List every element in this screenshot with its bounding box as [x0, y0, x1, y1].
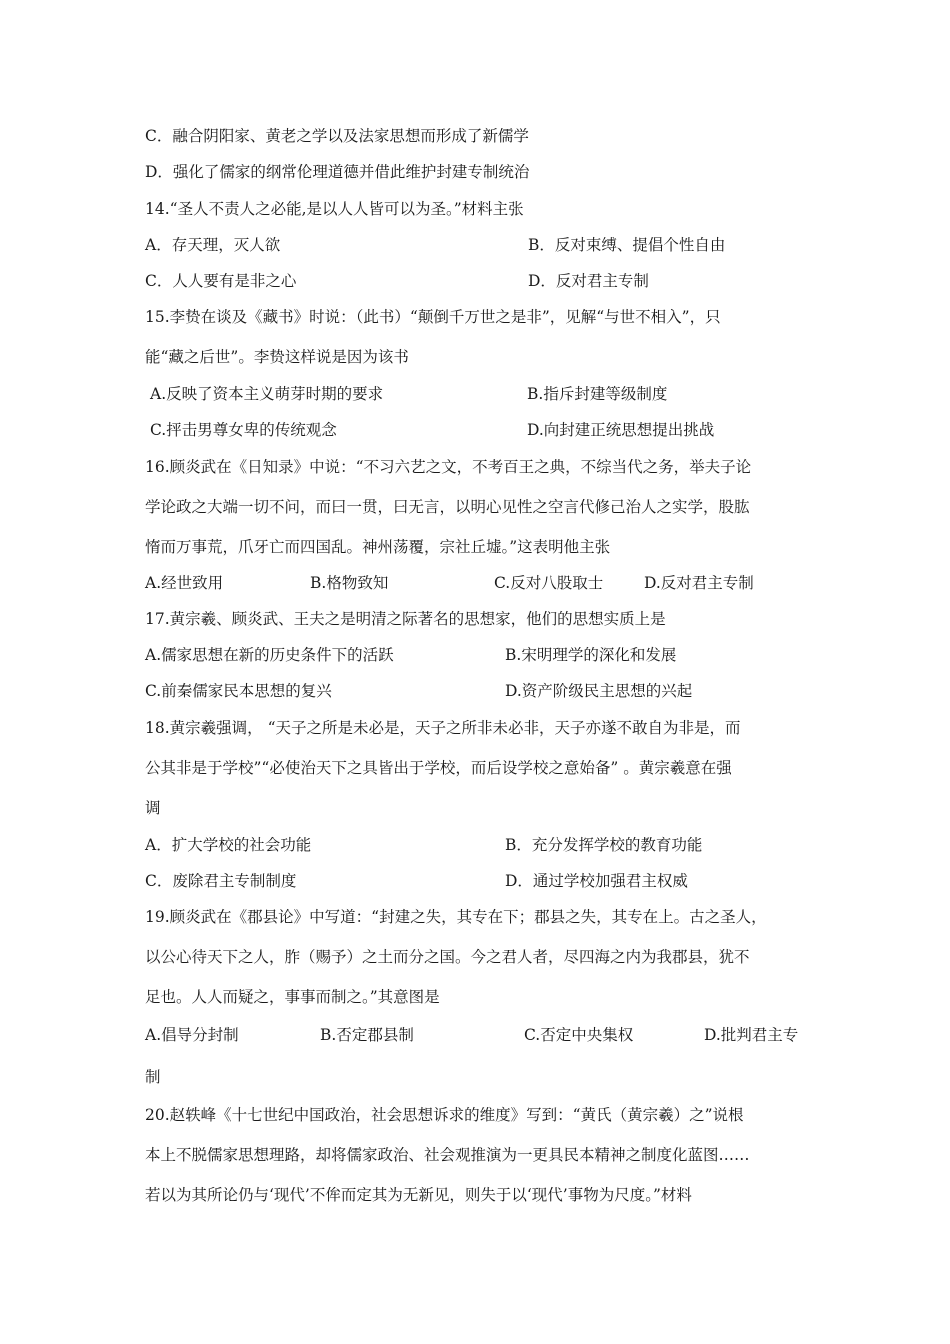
q17-stem: 17.黄宗羲、顾炎武、王夫之是明清之际著名的思想家，他们的思想实质上是 [145, 610, 666, 628]
q15-stem-line1: 15.李贽在谈及《藏书》时说：（此书）“颠倒千万世之是非”，见解“与世不相入”，只 [145, 308, 721, 326]
q16-stem-line2: 学论政之大端一切不问，而曰一贯，曰无言，以明心见性之空言代修己治人之实学，股肱 [145, 498, 750, 516]
q15-option-c: C.抨击男尊女卑的传统观念 [150, 421, 337, 439]
q15-option-d: D.向封建正统思想提出挑战 [527, 421, 715, 439]
q18-option-b: B．充分发挥学校的教育功能 [505, 836, 703, 854]
q18-option-d: D．通过学校加强君主权威 [505, 872, 688, 890]
q14-option-b: B．反对束缚、提倡个性自由 [528, 236, 726, 254]
q15-option-a: A.反映了资本主义萌芽时期的要求 [150, 385, 384, 403]
q15-option-b: B.指斥封建等级制度 [527, 385, 668, 403]
q18-option-c: C．废除君主专制制度 [145, 872, 297, 890]
q14-stem: 14.“圣人不责人之必能,是以人人皆可以为圣。”材料主张 [145, 200, 524, 218]
q13-option-c: C．融合阴阳家、黄老之学以及法家思想而形成了新儒学 [145, 127, 529, 145]
q20-stem-line2: 本上不脱儒家思想理路，却将儒家政治、社会观推演为一更具民本精神之制度化蓝图…… [145, 1146, 750, 1164]
q20-stem-line1: 20.赵轶峰《十七世纪中国政治，社会思想诉求的维度》写到：“黄氏（黄宗羲）之”说根 [145, 1106, 744, 1124]
q19-option-b: B.否定郡县制 [320, 1026, 414, 1044]
q18-option-a: A．扩大学校的社会功能 [145, 836, 312, 854]
q17-option-a: A.儒家思想在新的历史条件下的活跃 [145, 646, 394, 664]
q18-stem-line3: 调 [145, 799, 161, 817]
q14-option-c: C．人人要有是非之心 [145, 272, 297, 290]
q19-option-d: D.批判君主专 [704, 1026, 799, 1044]
q17-option-d: D.资产阶级民主思想的兴起 [505, 682, 693, 700]
q20-stem-line3: 若以为其所论仍与‘现代’不侔而定其为无新见，则失于以‘现代’事物为尺度。”材料 [145, 1186, 692, 1204]
q19-option-d-continued: 制 [145, 1068, 161, 1086]
q19-stem-line3: 足也。人人而疑之，事事而制之。”其意图是 [145, 988, 440, 1006]
q13-option-d: D．强化了儒家的纲常伦理道德并借此维护封建专制统治 [145, 163, 530, 181]
q17-option-c: C.前秦儒家民本思想的复兴 [145, 682, 332, 700]
q16-stem-line3: 惰而万事荒，爪牙亡而四国乱。神州荡覆，宗社丘墟。”这表明他主张 [145, 538, 611, 556]
q16-option-b: B.格物致知 [310, 574, 389, 592]
q16-option-d: D.反对君主专制 [644, 574, 754, 592]
q16-option-a: A.经世致用 [145, 574, 224, 592]
q16-stem-line1: 16.顾炎武在《日知录》中说：“不习六艺之文，不考百王之典，不综当代之务，举夫子论 [145, 458, 752, 476]
q18-stem-line1: 18.黄宗羲强调， “天子之所是未必是，天子之所非未必非，天子亦遂不敢自为非是，而 [145, 719, 741, 737]
q14-option-d: D．反对君主专制 [528, 272, 649, 290]
q19-stem-line2: 以公心待天下之人，胙（赐予）之土而分之国。今之君人者，尽四海之内为我郡县，犹不 [145, 948, 750, 966]
q16-option-c: C.反对八股取士 [494, 574, 604, 592]
q18-stem-line2: 公其非是于学校”“必使治天下之具皆出于学校，而后设学校之意始备” 。黄宗羲意在强 [145, 759, 732, 777]
q19-option-c: C.否定中央集权 [524, 1026, 634, 1044]
q19-option-a: A.倡导分封制 [145, 1026, 239, 1044]
q14-option-a: A．存天理，灭人欲 [145, 236, 281, 254]
q19-stem-line1: 19.顾炎武在《郡县论》中写道：“封建之失，其专在下；郡县之失，其专在上。古之圣人， [145, 908, 767, 926]
q15-stem-line2: 能“藏之后世”。李贽这样说是因为该书 [145, 348, 409, 366]
q17-option-b: B.宋明理学的深化和发展 [505, 646, 677, 664]
